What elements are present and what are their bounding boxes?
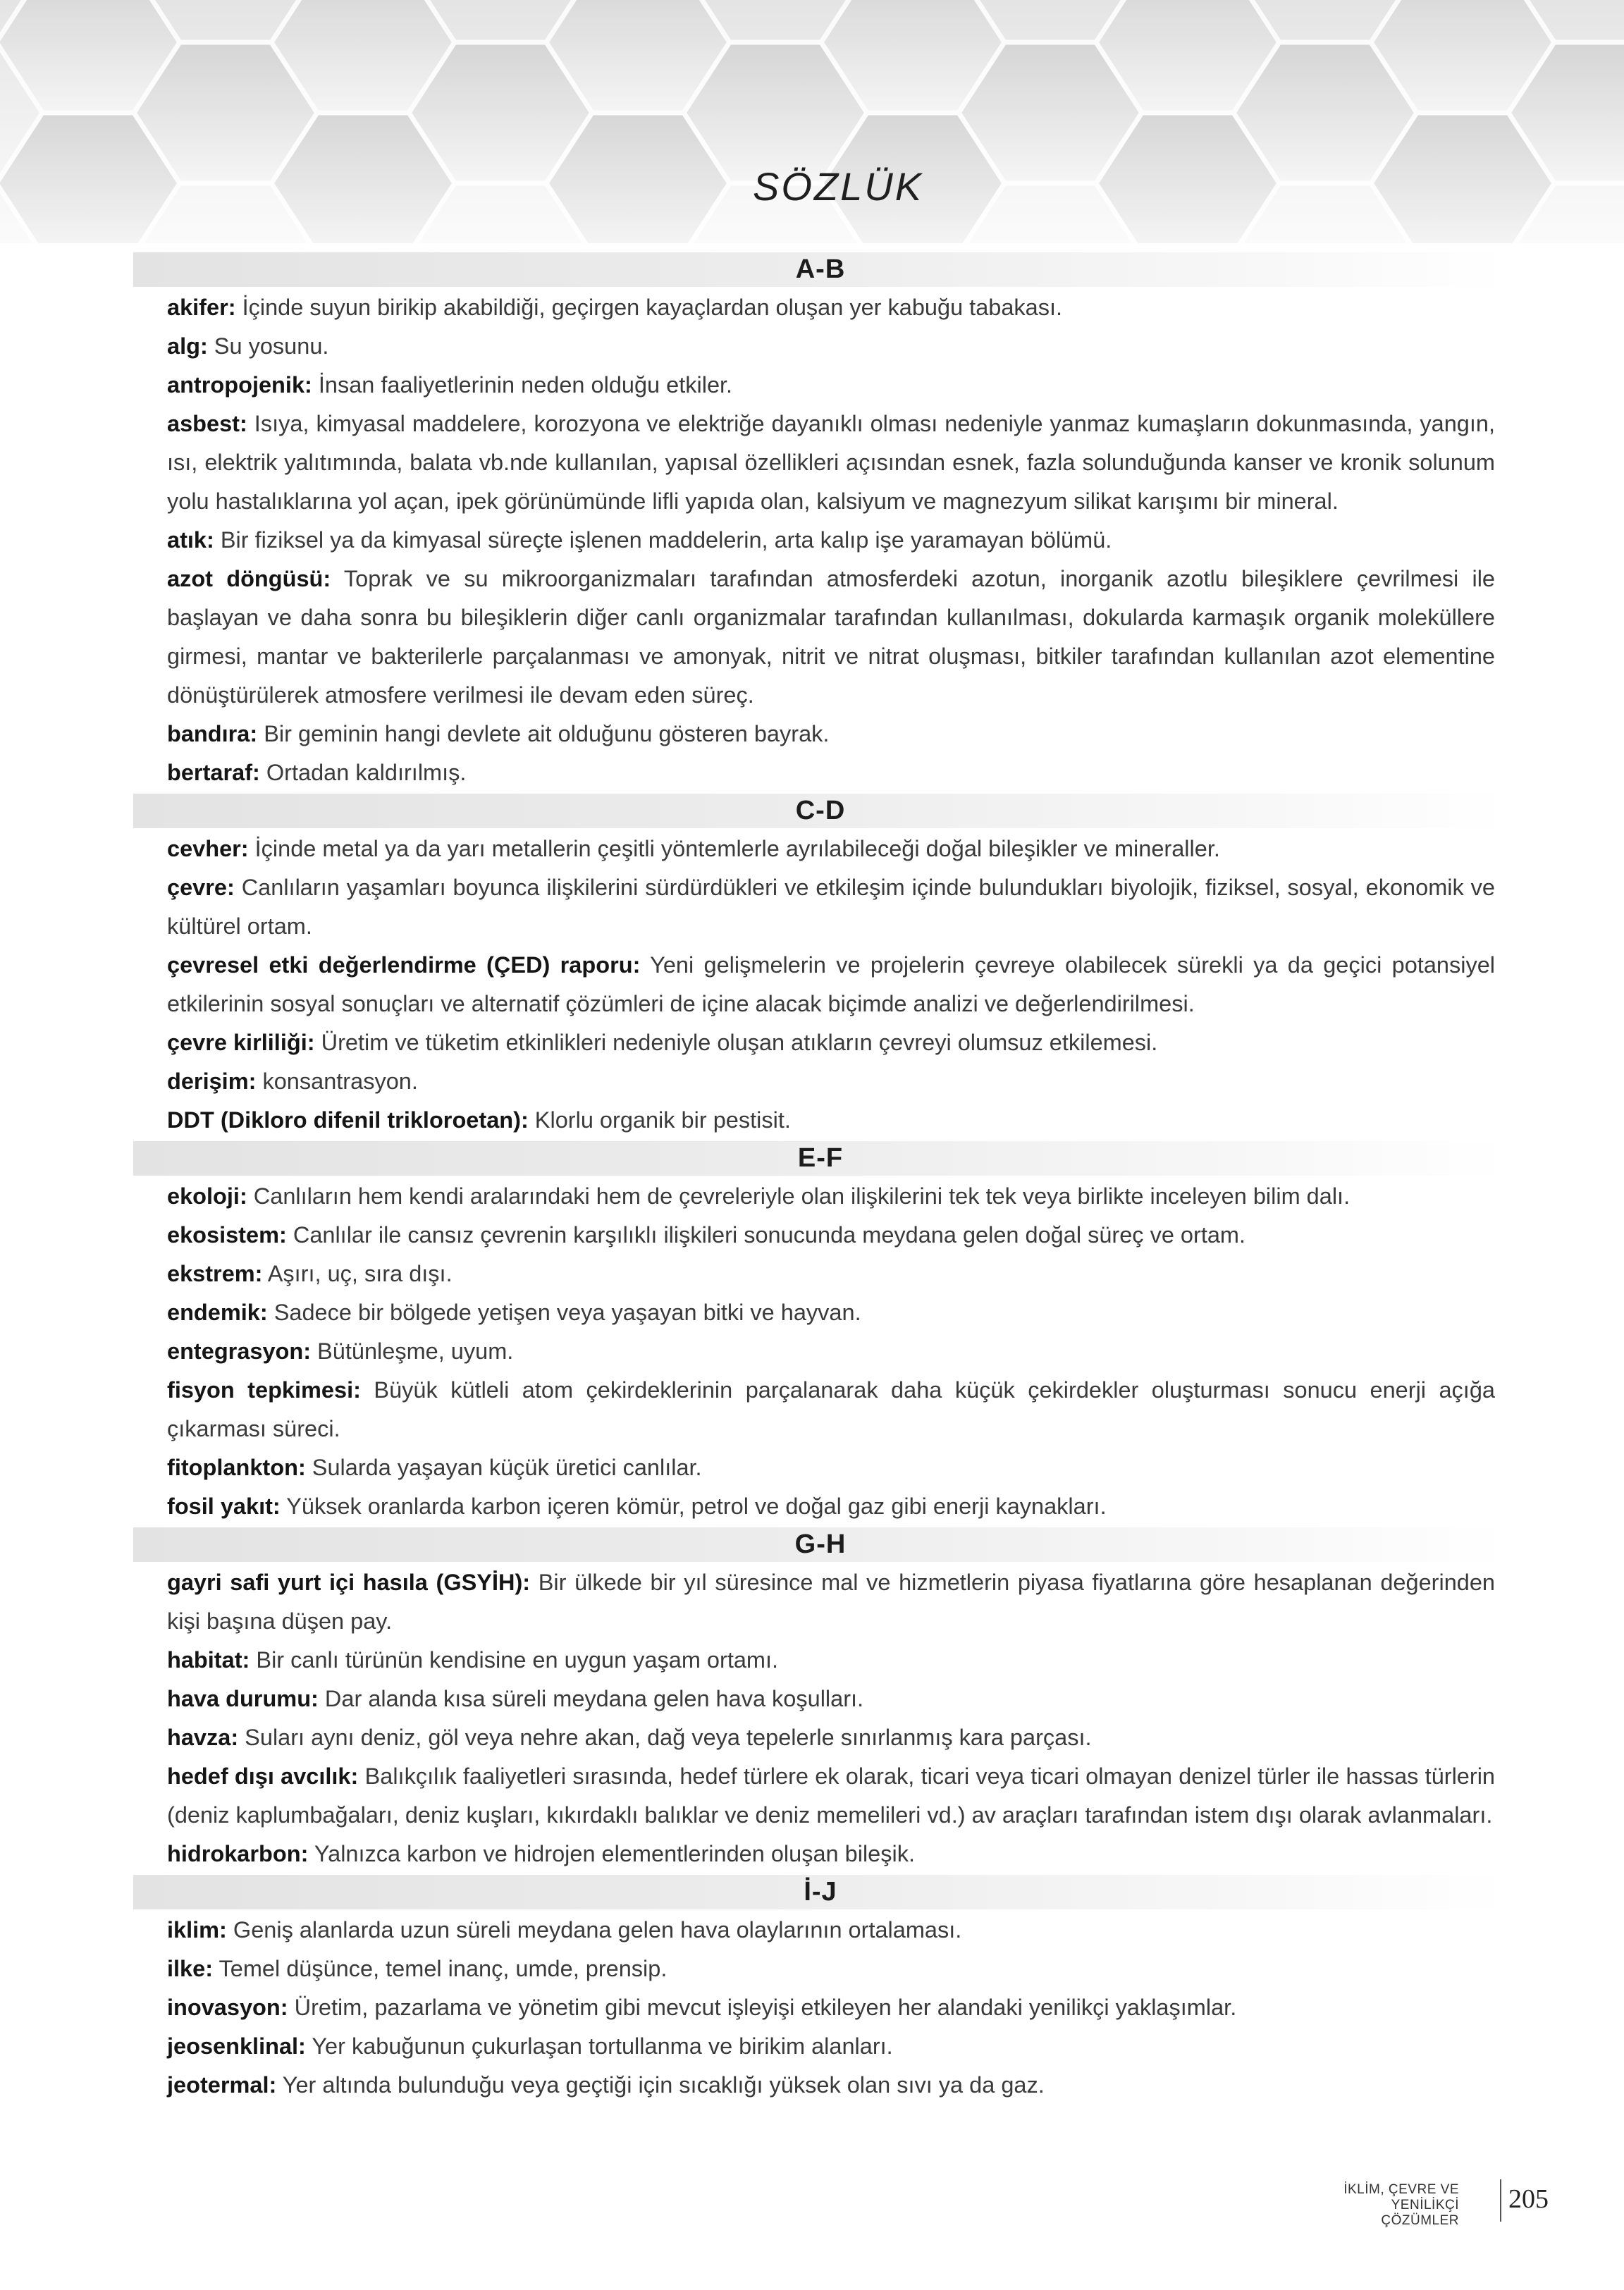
entry-definition: Temel düşünce, temel inanç, umde, prensip. bbox=[213, 1956, 668, 1981]
glossary-entry bbox=[167, 1641, 1495, 1680]
entry-definition: Isıya, kimyasal maddelere, korozyona ve elektriğe dayanıklı olması nedeniyle yanmaz kumaşların dokunmasında, yangın, ısı, elektrik yalıtımında, balata vb.nde kullanılan, yapısal özellikleri açısından esnek, fazla solunduğunda kanser ve kronik solunum yolu hastalıklarına yol açan, ipek görünümünde lifli yapıda olan, kalsiyum ve magnezyum silikat karışımı bir mineral. bbox=[167, 411, 1495, 514]
entry-term: hidrokarbon: bbox=[167, 1841, 309, 1866]
entry-term: ekoloji: bbox=[167, 1183, 247, 1209]
entry-term: çevre: bbox=[167, 875, 235, 900]
entry-term: cevher: bbox=[167, 836, 249, 861]
section-e-f bbox=[133, 1141, 1508, 1526]
section-heading: A-B bbox=[133, 252, 1508, 287]
entry-term: fitoplankton: bbox=[167, 1455, 306, 1480]
section-c-d bbox=[133, 794, 1508, 1140]
entry-definition: Canlıların yaşamları boyunca ilişkilerini sürdürdükleri ve etkileşim içinde bulundukları biyolojik, fiziksel, sosyal, ekonomik ve kültürel ortam. bbox=[167, 875, 1495, 939]
glossary-entry bbox=[167, 1757, 1495, 1835]
glossary-entry bbox=[167, 1988, 1495, 2027]
entry-term: ekosistem: bbox=[167, 1222, 287, 1248]
entry-definition: Balıkçılık faaliyetleri sırasında, hedef türlere ek olarak, ticari veya ticari olmayan denizel türler ile hassas türlerin (deniz kaplumbağaları, deniz kuşları, kıkırdaklı balıklar ve deniz memelileri vd.) av araçları tarafından istem dışı olarak avlanmaları. bbox=[167, 1763, 1496, 1828]
glossary-entry bbox=[167, 405, 1495, 521]
entry-definition: İçinde suyun birikip akabildiği, geçirgen kayaçlardan oluşan yer kabuğu tabakası. bbox=[235, 295, 1063, 320]
header-banner bbox=[0, 0, 1624, 243]
entry-term: jeotermal: bbox=[167, 2072, 277, 2098]
book-title-line1: İKLİM, ÇEVRE VE bbox=[1343, 2182, 1459, 2197]
entry-term: hava durumu: bbox=[167, 1686, 319, 1711]
entry-definition: Canlıların hem kendi aralarındaki hem de çevreleriyle olan ilişkilerini tek tek veya birlikte inceleyen bilim dalı. bbox=[247, 1183, 1351, 1209]
entry-term: fosil yakıt: bbox=[167, 1494, 281, 1519]
glossary-entry bbox=[167, 2066, 1495, 2105]
entry-term: akifer: bbox=[167, 295, 236, 320]
entry-definition: Bütünleşme, uyum. bbox=[311, 1338, 514, 1364]
entry-term: endemik: bbox=[167, 1300, 268, 1325]
entry-term: ekstrem: bbox=[167, 1261, 263, 1286]
footer-divider bbox=[1500, 2179, 1501, 2222]
entry-term: inovasyon: bbox=[167, 1995, 288, 2020]
entry-definition: Yer altında bulunduğu veya geçtiği için sıcaklığı yüksek olan sıvı ya da gaz. bbox=[276, 2072, 1045, 2098]
page-title: SÖZLÜK bbox=[753, 164, 924, 209]
glossary-entry bbox=[167, 1950, 1495, 1988]
entry-definition: Geniş alanlarda uzun süreli meydana gelen hava olaylarının ortalaması. bbox=[226, 1917, 962, 1943]
entry-term: asbest: bbox=[167, 411, 247, 436]
glossary-content bbox=[133, 251, 1508, 2105]
glossary-entry bbox=[167, 288, 1495, 327]
glossary-entry bbox=[167, 753, 1495, 792]
entry-definition: Canlılar ile cansız çevrenin karşılıklı ilişkileri sonucunda meydana gelen doğal süreç ve ortam. bbox=[286, 1222, 1246, 1248]
entry-definition: Bir geminin hangi devlete ait olduğunu gösteren bayrak. bbox=[257, 721, 830, 746]
entry-definition: Ortadan kaldırılmış. bbox=[259, 760, 467, 785]
glossary-entry bbox=[167, 1487, 1495, 1526]
glossary-entry bbox=[167, 946, 1495, 1023]
entry-definition: Suları aynı deniz, göl veya nehre akan, dağ veya tepelerle sınırlanmış kara parçası. bbox=[238, 1725, 1092, 1750]
glossary-entry bbox=[167, 868, 1495, 946]
glossary-entry bbox=[167, 327, 1495, 366]
glossary-entry bbox=[167, 1563, 1495, 1641]
section-heading: C-D bbox=[133, 794, 1508, 828]
entry-term: azot döngüsü: bbox=[167, 566, 331, 591]
glossary-entry bbox=[167, 1911, 1495, 1950]
entry-definition: Üretim ve tüketim etkinlikleri nedeniyle oluşan atıkların çevreyi olumsuz etkilemesi. bbox=[314, 1030, 1158, 1055]
glossary-entry bbox=[167, 1371, 1495, 1448]
entry-term: çevre kirliliği: bbox=[167, 1030, 315, 1055]
glossary-entry bbox=[167, 1835, 1495, 1873]
section-heading: E-F bbox=[133, 1141, 1508, 1176]
glossary-entry bbox=[167, 1718, 1495, 1757]
entry-definition: İnsan faaliyetlerinin neden olduğu etkiler. bbox=[312, 372, 733, 398]
entry-definition: Büyük kütleli atom çekirdeklerinin parçalanarak daha küçük çekirdekler oluşturması sonucu enerji açığa çıkarması süreci. bbox=[167, 1377, 1495, 1441]
entry-definition: Sularda yaşayan küçük üretici canlılar. bbox=[305, 1455, 702, 1480]
entry-definition: Sadece bir bölgede yetişen veya yaşayan bitki ve hayvan. bbox=[267, 1300, 861, 1325]
page-footer bbox=[1339, 2179, 1586, 2228]
glossary-entry bbox=[167, 1680, 1495, 1718]
section-heading: G-H bbox=[133, 1527, 1508, 1562]
glossary-entry bbox=[167, 1255, 1495, 1293]
entry-definition: konsantrasyon. bbox=[256, 1069, 418, 1094]
entry-term: bertaraf: bbox=[167, 760, 260, 785]
book-title-label bbox=[1339, 2182, 1459, 2229]
book-title-line2: YENİLİKÇİ ÇÖZÜMLER bbox=[1381, 2198, 1459, 2228]
entry-term: bandıra: bbox=[167, 721, 258, 746]
glossary-entry bbox=[167, 715, 1495, 753]
entry-term: habitat: bbox=[167, 1647, 250, 1673]
entry-term: çevresel etki değerlendirme (ÇED) raporu: bbox=[167, 952, 641, 978]
glossary-entry bbox=[167, 830, 1495, 868]
entry-term: ilke: bbox=[167, 1956, 214, 1981]
entry-definition: Bir canlı türünün kendisine en uygun yaşam ortamı. bbox=[250, 1647, 779, 1673]
entry-term: DDT (Dikloro difenil trikloroetan): bbox=[167, 1107, 529, 1133]
entry-term: alg: bbox=[167, 333, 208, 359]
entry-term: antropojenik: bbox=[167, 372, 312, 398]
entry-definition: Aşırı, uç, sıra dışı. bbox=[262, 1261, 453, 1286]
glossary-entry bbox=[167, 2027, 1495, 2066]
section-i-j bbox=[133, 1875, 1508, 2105]
entry-definition: Bir fiziksel ya da kimyasal süreçte işlenen maddelerin, arta kalıp işe yaramayan bölümü. bbox=[214, 527, 1112, 553]
glossary-entry bbox=[167, 1293, 1495, 1332]
glossary-entry bbox=[167, 560, 1495, 715]
entry-term: hedef dışı avcılık: bbox=[167, 1763, 359, 1789]
entry-term: havza: bbox=[167, 1725, 239, 1750]
entry-definition: Yalnızca karbon ve hidrojen elementlerinden oluşan bileşik. bbox=[308, 1841, 915, 1866]
entry-definition: Dar alanda kısa süreli meydana gelen hava koşulları. bbox=[318, 1686, 864, 1711]
glossary-entry bbox=[167, 1448, 1495, 1487]
section-heading: İ-J bbox=[133, 1875, 1508, 1909]
section-a-b bbox=[133, 252, 1508, 792]
entry-term: jeosenklinal: bbox=[167, 2033, 306, 2059]
glossary-entry bbox=[167, 1101, 1495, 1140]
entry-definition: Yüksek oranlarda karbon içeren kömür, petrol ve doğal gaz gibi enerji kaynakları. bbox=[280, 1494, 1107, 1519]
glossary-entry bbox=[167, 1062, 1495, 1101]
entry-definition: Yer kabuğunun çukurlaşan tortullanma ve birikim alanları. bbox=[305, 2033, 893, 2059]
entry-term: entegrasyon: bbox=[167, 1338, 312, 1364]
entry-term: fisyon tepkimesi: bbox=[167, 1377, 361, 1403]
entry-definition: Su yosunu. bbox=[207, 333, 329, 359]
entry-definition: Bir ülkede bir yıl süresince mal ve hizmetlerin piyasa fiyatlarına göre hesaplanan değerinden kişi başına düşen pay. bbox=[167, 1570, 1495, 1634]
section-g-h bbox=[133, 1527, 1508, 1873]
glossary-entry bbox=[167, 521, 1495, 560]
page-number: 205 bbox=[1508, 2184, 1549, 2214]
glossary-entry bbox=[167, 1177, 1495, 1216]
entry-term: derişim: bbox=[167, 1069, 257, 1094]
entry-definition: İçinde metal ya da yarı metallerin çeşitli yöntemlerle ayrılabileceği doğal bileşikler ve mineraller. bbox=[248, 836, 1220, 861]
entry-term: atık: bbox=[167, 527, 214, 553]
entry-definition: Üretim, pazarlama ve yönetim gibi mevcut işleyişi etkileyen her alandaki yenilikçi yaklaşımlar. bbox=[288, 1995, 1237, 2020]
entry-term: iklim: bbox=[167, 1917, 227, 1943]
entry-definition: Yeni gelişmelerin ve projelerin çevreye olabilecek sürekli ya da geçici potansiyel etkilerinin sosyal sonuçları ve alternatif çözümleri de içine alacak biçimde analizi ve değerlendirilmesi. bbox=[167, 952, 1495, 1016]
glossary-entry bbox=[167, 1216, 1495, 1255]
glossary-entry bbox=[167, 1332, 1495, 1371]
entry-definition: Klorlu organik bir pestisit. bbox=[528, 1107, 791, 1133]
entry-term: gayri safi yurt içi hasıla (GSYİH): bbox=[167, 1570, 531, 1595]
entry-definition: Toprak ve su mikroorganizmaları tarafından atmosferdeki azotun, inorganik azotlu bileşiklere çevrilmesi ile başlayan ve daha sonra bu bileşiklerin diğer canlı organizmalar tarafından kullanılması, dokularda karmaşık organik moleküllere girmesi, mantar ve bakterilerle parçalanması ve amonyak, nitrit ve nitrat oluşması, bitkiler tarafından kullanılan azot elementine dönüştürülerek atmosfere verilmesi ile devam eden süreç. bbox=[167, 566, 1496, 708]
glossary-entry bbox=[167, 1023, 1495, 1062]
glossary-entry bbox=[167, 366, 1495, 405]
